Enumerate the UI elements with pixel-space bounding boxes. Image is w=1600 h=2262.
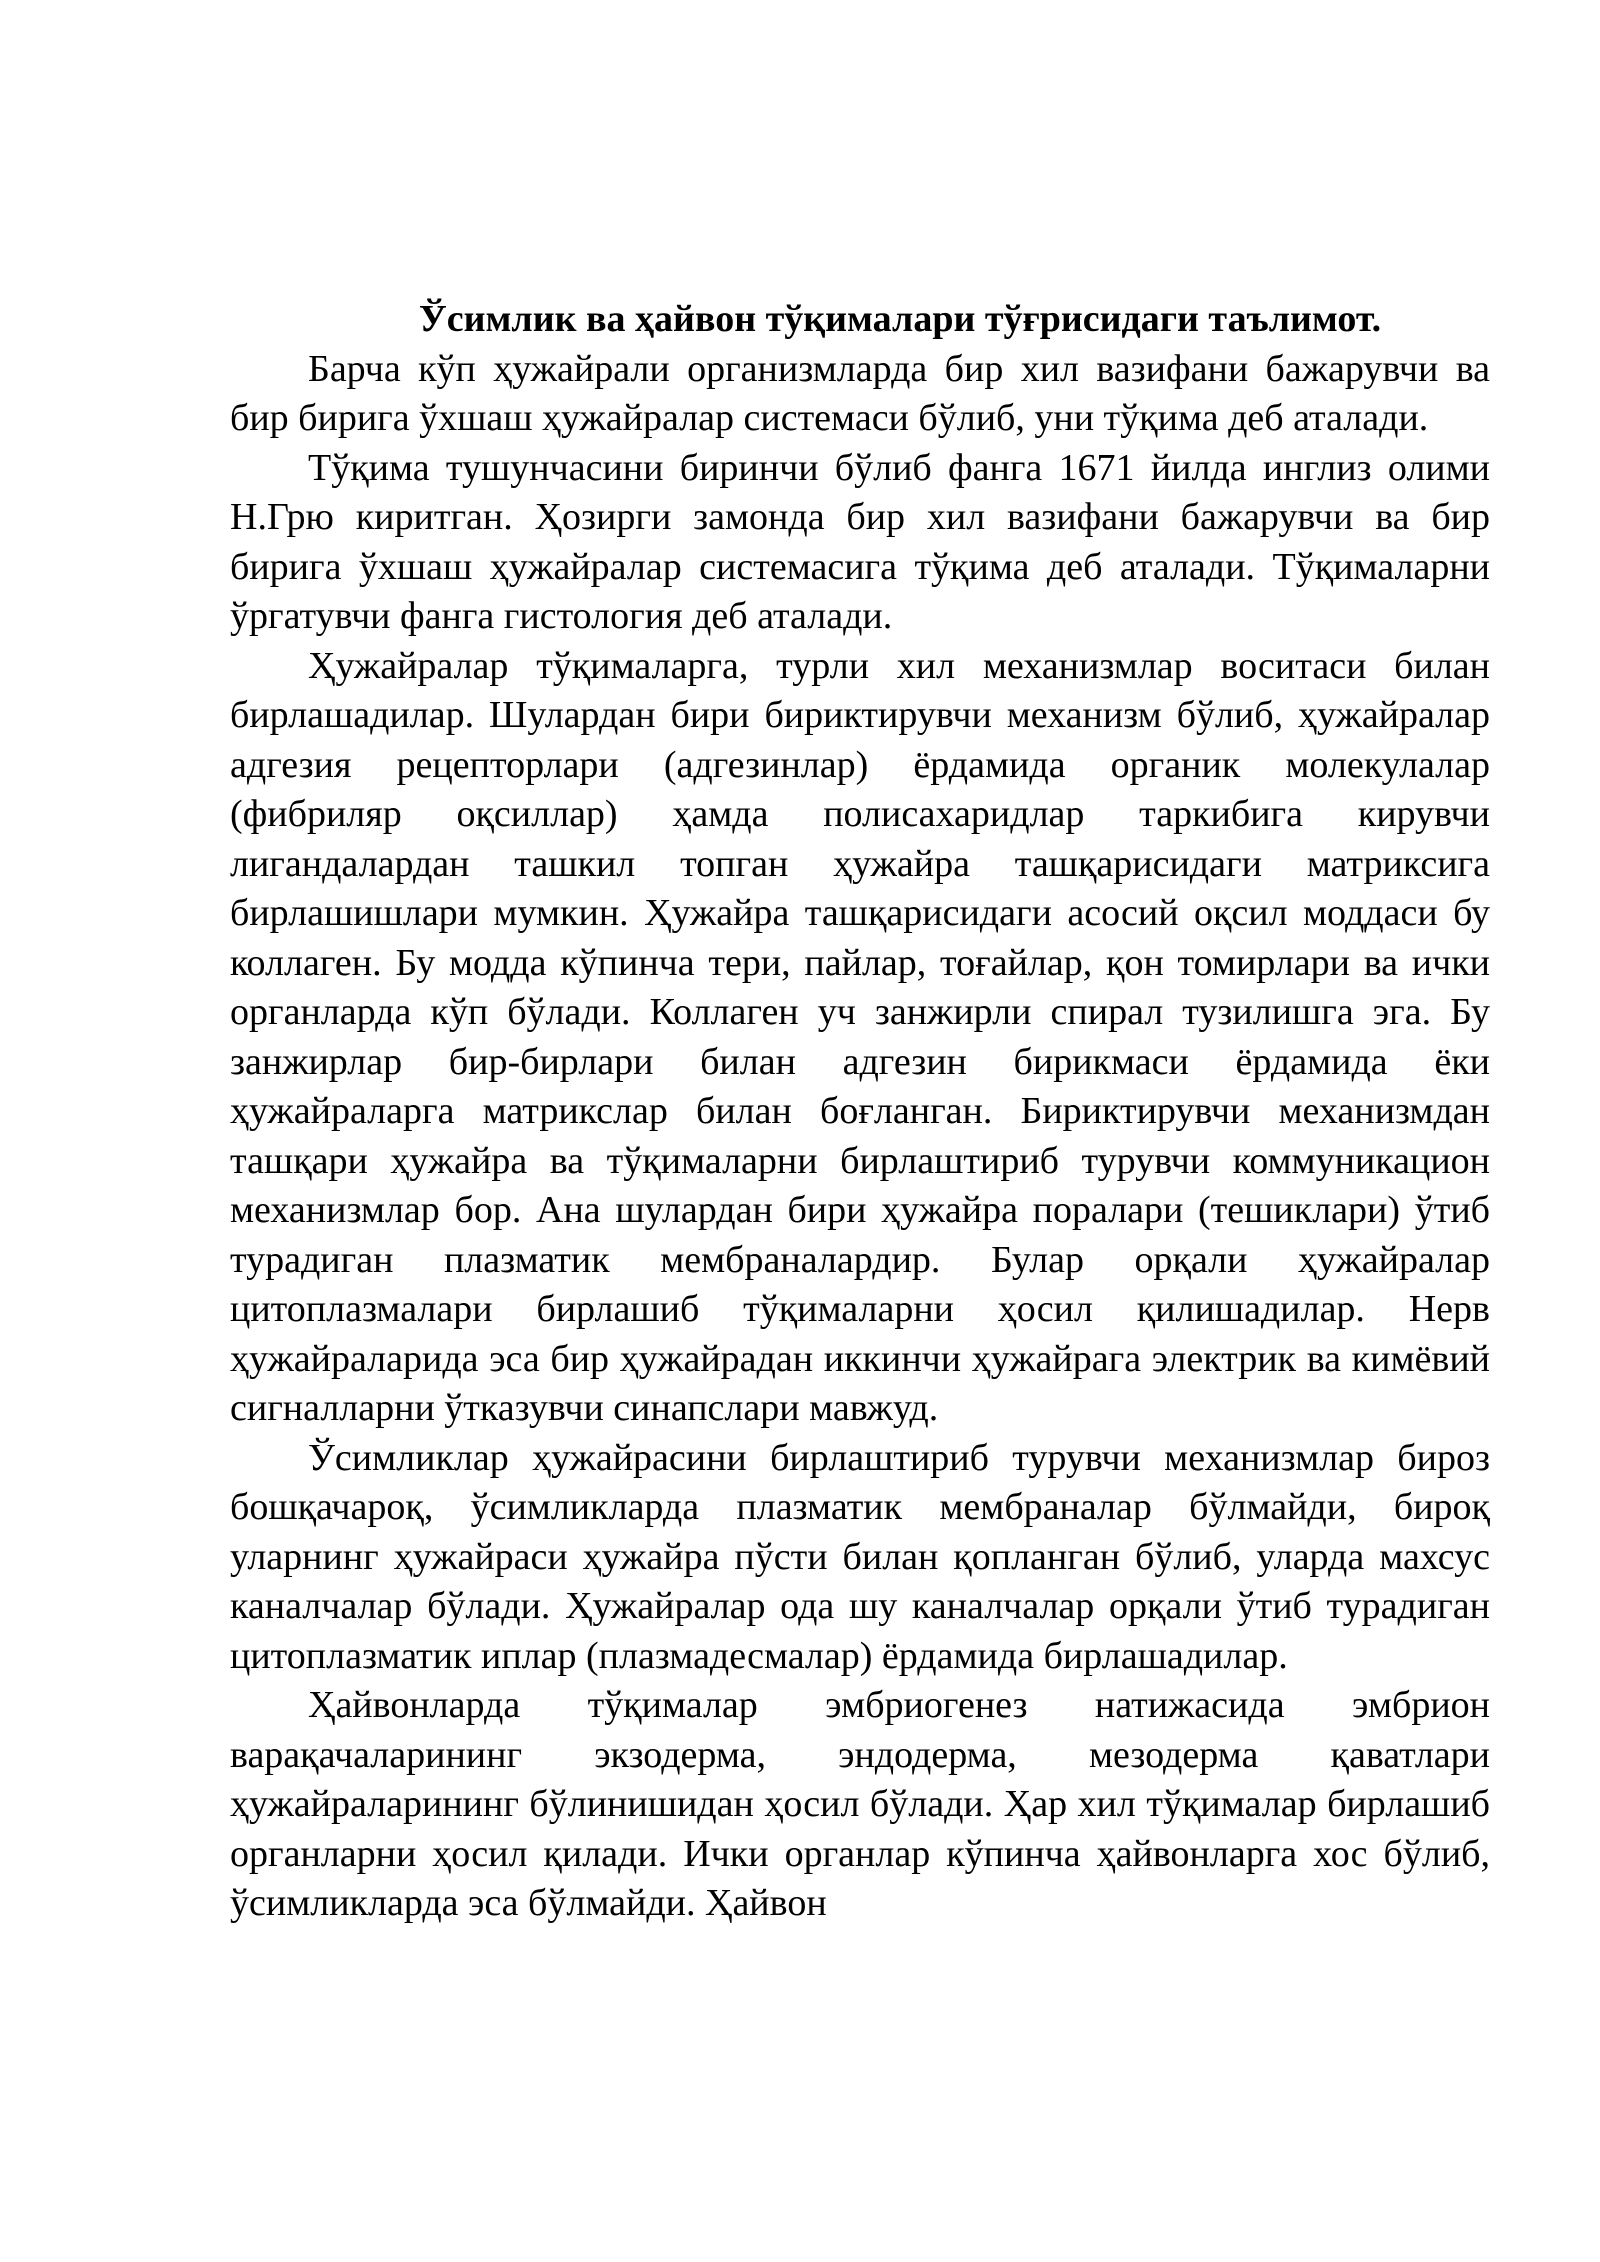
document-page: [230, 295, 1490, 1929]
document-title: Ўсимлик ва ҳайвон тўқималари тўғрисидаги таълимот.: [418, 298, 1382, 340]
paragraph-1: Барча кўп ҳужайрали организмларда бир хил вазифани бажарувчи ва бир бирига ўхшаш ҳужайралар системаси бўлиб, уни тўқима деб аталади.: [230, 347, 1490, 439]
paragraph-2: Тўқима тушунчасини биринчи бўлиб фанга 1671 йилда инглиз олими Н.Грю киритган. Ҳозирги замонда бир хил вазифани бажарувчи ва бир бирига ўхшаш ҳужайралар системасига тўқима деб аталади. Тўқималарни ўргатувчи фанга гистология деб аталади.: [230, 446, 1490, 637]
paragraph-5: Ҳайвонларда тўқималар эмбриогенез натижасида эмбрион варақачаларининг экзодерма, эндодерма, мезодерма қаватлари ҳужайраларининг бўлинишидан ҳосил бўлади. Ҳар хил тўқималар бирлашиб органларни ҳосил қилади. Ички органлар кўпинча ҳайвонларга хос бўлиб, ўсимликларда эса бўлмайди. Ҳайвон: [230, 1684, 1490, 1924]
paragraph-3: Ҳужайралар тўқималарга, турли хил механизмлар воситаси билан бирлашадилар. Шулардан бири бириктирувчи механизм бўлиб, ҳужайралар адгезия рецепторлари (адгезинлар) ёрдамида органик молекулалар (фибриляр оқсиллар) ҳамда полисахаридлар таркибига кирувчи лигандалардан ташкил топган ҳужайра ташқарисидаги матриксига бирлашишлари мумкин. Ҳужайра ташқарисидаги асосий оқсил моддаси бу коллаген. Бу модда кўпинча тери, пайлар, тоғайлар, қон томирлари ва ички органларда кўп бўлади. Коллаген уч занжирли спирал тузилишга эга. Бу занжирлар бир-бирлари билан адгезин бирикмаси ёрдамида ёки ҳужайраларга матрикслар билан боғланган. Бириктирувчи механизмдан ташқари ҳужайра ва тўқималарни бирлаштириб турувчи коммуникацион механизмлар бор. Ана шулардан бири ҳужайра поралари (тешиклари) ўтиб турадиган плазматик мембраналардир. Булар орқали ҳужайралар цитоплазмалари бирлашиб тўқималарни ҳосил қилишадилар. Нерв ҳужайраларида эса бир ҳужайрадан иккинчи ҳужайрага электрик ва кимёвий сигналларни ўтказувчи синапслари мавжуд.: [230, 644, 1490, 1429]
paragraph-4: Ўсимликлар ҳужайрасини бирлаштириб турувчи механизмлар бироз бошқачароқ, ўсимликларда плазматик мембраналар бўлмайди, бироқ уларнинг ҳужайраси ҳужайра пўсти билан қопланган бўлиб, уларда махсус каналчалар бўлади. Ҳужайралар ода шу каналчалар орқали ўтиб турадиган цитоплазматик иплар (плазмадесмалар) ёрдамида бирлашадилар.: [230, 1436, 1490, 1677]
